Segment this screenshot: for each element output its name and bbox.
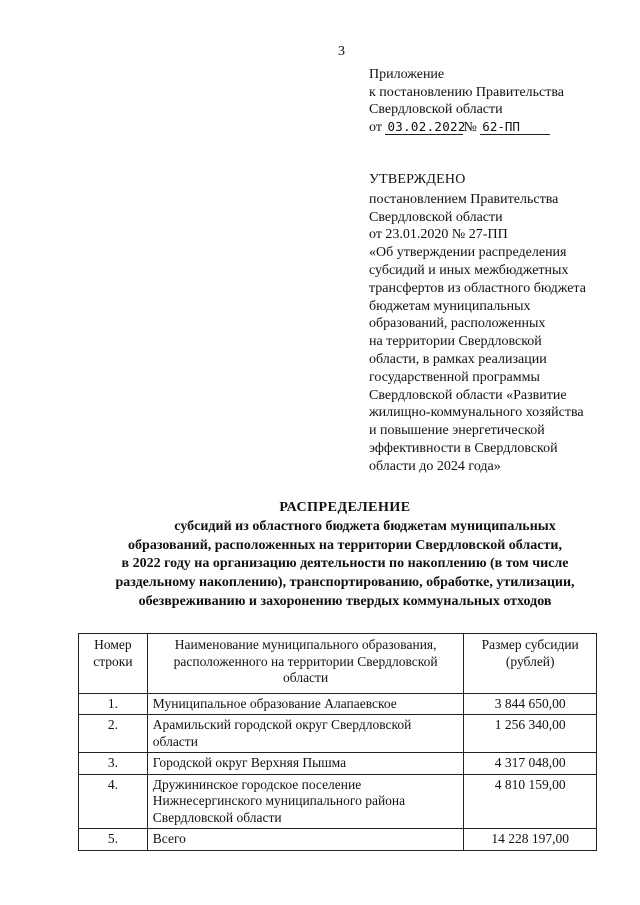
row-name: Дружининское городское поселение Нижнесергинского муниципального района Свердловской области — [147, 774, 464, 829]
approved-line: Свердловской области «Развитие — [369, 387, 567, 403]
title-line: субсидий из областного бюджета бюджетам муниципальных — [174, 518, 556, 534]
row-name: Арамильский городской округ Свердловской области — [147, 715, 464, 753]
approved-line: жилищно-коммунального хозяйства — [369, 405, 584, 421]
table-row — [79, 753, 597, 775]
approved-block — [369, 171, 619, 476]
date-prefix: от — [369, 119, 382, 135]
page-number: 3 — [338, 44, 345, 59]
title-line: раздельному накоплению), транспортированию, обработке, утилизации, — [115, 575, 575, 591]
table-row — [79, 715, 597, 753]
appendix-date-line — [369, 119, 619, 137]
header-amount: Размер субсидии (рублей) — [464, 634, 597, 694]
approved-line: субсидий и иных межбюджетных — [369, 262, 569, 278]
approved-heading: УТВЕРЖДЕНО — [369, 172, 466, 187]
appendix-date: 03.02.2022 — [387, 118, 466, 134]
row-number: 5. — [79, 829, 148, 851]
title-heading: РАСПРЕДЕЛЕНИЕ — [279, 500, 411, 515]
approved-line: и повышение энергетической — [369, 423, 545, 439]
approved-line: эффективности в Свердловской — [369, 440, 558, 456]
approved-line: на территории Свердловской — [369, 334, 542, 350]
row-name: Городской округ Верхняя Пышма — [147, 753, 464, 775]
row-number: 1. — [79, 693, 148, 715]
approved-line: постановлением Правительства — [369, 191, 559, 207]
title-line: образований, расположенных на территории Свердловской области, — [128, 537, 562, 553]
appendix-number: 62-ПП — [480, 120, 550, 135]
approved-line: образований, расположенных — [369, 316, 546, 332]
table-row-total — [79, 829, 597, 851]
appendix-line: Приложение — [369, 67, 445, 82]
approved-line: от 23.01.2020 № 27-ПП — [369, 227, 508, 243]
approved-line: «Об утверждении распределения — [369, 245, 567, 261]
approved-line: Свердловской области — [369, 209, 503, 225]
title-line: в 2022 году на организацию деятельности по накоплению (в том числе — [121, 556, 569, 572]
distribution-table — [78, 633, 597, 851]
approved-line: трансфертов из областного бюджета — [369, 280, 586, 296]
row-amount: 4 317 048,00 — [464, 753, 597, 775]
approved-line: бюджетам муниципальных — [369, 298, 531, 314]
row-name: Муниципальное образование Алапаевское — [147, 693, 464, 715]
row-number: 4. — [79, 774, 148, 829]
document-title — [90, 499, 600, 612]
title-line: обезвреживанию и захоронению твердых коммунальных отходов — [138, 593, 552, 609]
row-number: 3. — [79, 753, 148, 775]
row-amount: 4 810 159,00 — [464, 774, 597, 829]
table-row — [79, 774, 597, 829]
header-number: Номер строки — [79, 634, 148, 694]
appendix-line: Свердловской области — [369, 102, 503, 117]
table-row — [79, 693, 597, 715]
row-amount: 1 256 340,00 — [464, 715, 597, 753]
row-number: 2. — [79, 715, 148, 753]
appendix-block — [369, 66, 619, 136]
row-name: Всего — [147, 829, 464, 851]
approved-line: области, в рамках реализации — [369, 351, 547, 367]
row-amount: 3 844 650,00 — [464, 693, 597, 715]
approved-line: государственной программы — [369, 369, 540, 385]
appendix-line: к постановлению Правительства — [369, 84, 565, 100]
row-amount: 14 228 197,00 — [464, 829, 597, 851]
approved-line: области до 2024 года» — [369, 458, 501, 474]
header-name: Наименование муниципального образования, расположенного на территории Свердловской области — [147, 634, 464, 694]
table-header-row — [79, 634, 597, 694]
number-prefix: № — [463, 119, 477, 135]
